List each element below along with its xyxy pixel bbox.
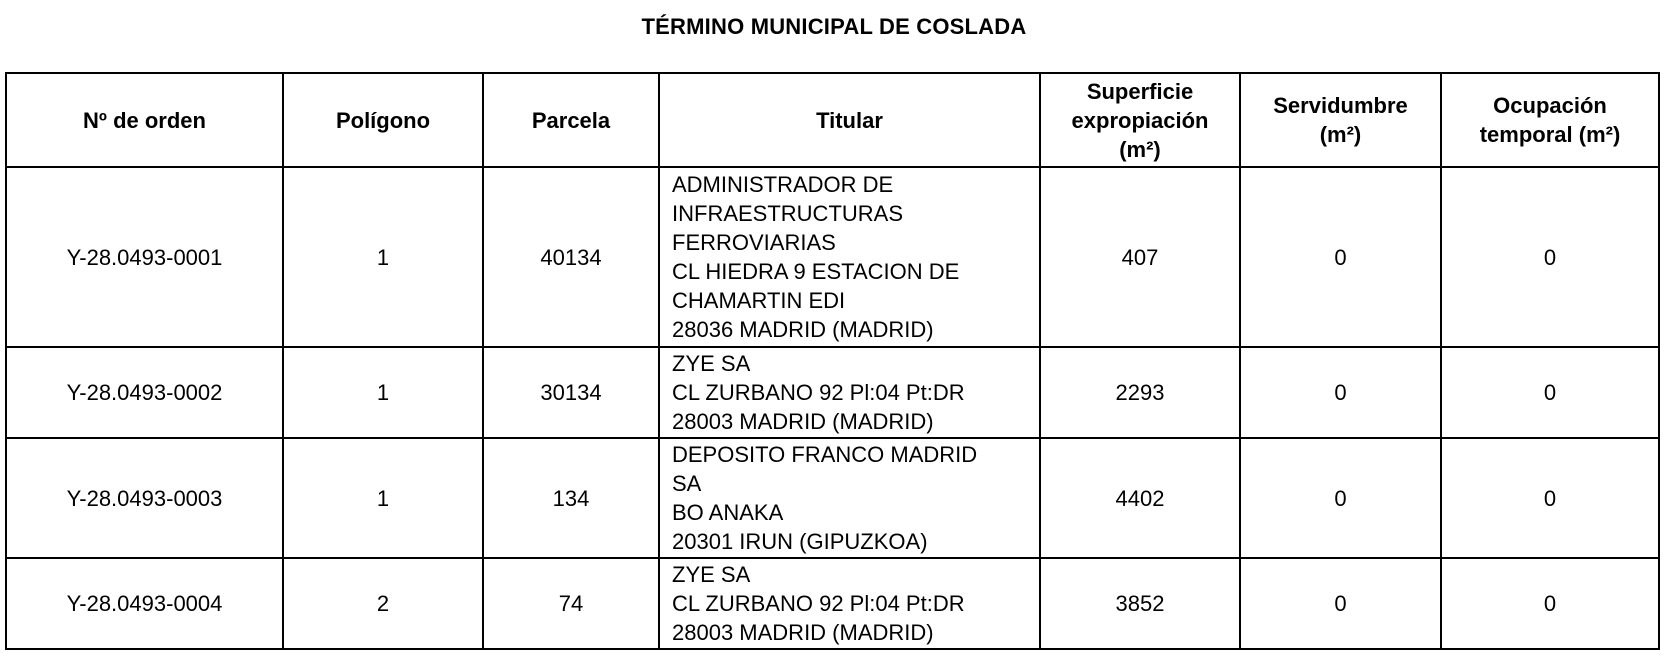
cell-superficie: 407 [1040, 167, 1240, 347]
header-servidumbre-line: (m²) [1319, 122, 1362, 147]
cell-ocupacion: 0 [1441, 558, 1659, 649]
cell-superficie: 3852 [1040, 558, 1240, 649]
cell-ocupacion: 0 [1441, 167, 1659, 347]
header-orden: Nº de orden [6, 73, 283, 167]
header-poligono: Polígono [283, 73, 483, 167]
cell-orden: Y-28.0493-0003 [6, 438, 283, 558]
header-superficie [1040, 73, 1240, 167]
header-row [6, 73, 1659, 167]
header-ocupacion-line: Ocupación [1493, 93, 1607, 118]
cell-orden: Y-28.0493-0001 [6, 167, 283, 347]
cell-poligono: 1 [283, 347, 483, 438]
cell-servidumbre: 0 [1240, 438, 1441, 558]
table-row [6, 438, 1659, 558]
header-servidumbre [1240, 73, 1441, 167]
titular-line: 28003 MADRID (MADRID) [672, 620, 934, 645]
cell-parcela: 30134 [483, 347, 659, 438]
header-superficie-line: expropiación [1071, 107, 1209, 133]
cell-superficie: 2293 [1040, 347, 1240, 438]
table-row [6, 558, 1659, 649]
titular-line: ADMINISTRADOR DE [672, 172, 894, 197]
cell-titular [659, 347, 1040, 438]
titular-line: 28003 MADRID (MADRID) [672, 409, 934, 434]
cell-orden: Y-28.0493-0002 [6, 347, 283, 438]
cell-servidumbre: 0 [1240, 558, 1441, 649]
cell-ocupacion: 0 [1441, 438, 1659, 558]
cell-poligono: 2 [283, 558, 483, 649]
titular-line: BO ANAKA [672, 500, 784, 525]
parcel-table [5, 72, 1660, 650]
cell-poligono: 1 [283, 167, 483, 347]
cell-servidumbre: 0 [1240, 347, 1441, 438]
table-row [6, 167, 1659, 347]
cell-parcela: 134 [483, 438, 659, 558]
titular-line: 28036 MADRID (MADRID) [672, 317, 934, 342]
cell-ocupacion: 0 [1441, 347, 1659, 438]
titular-line: ZYE SA [672, 351, 751, 376]
cell-orden: Y-28.0493-0004 [6, 558, 283, 649]
table-row [6, 347, 1659, 438]
titular-line: FERROVIARIAS [672, 230, 836, 255]
titular-line: SA [672, 471, 702, 496]
cell-parcela: 74 [483, 558, 659, 649]
titular-line: CL ZURBANO 92 Pl:04 Pt:DR [672, 591, 965, 616]
titular-line: CL HIEDRA 9 ESTACION DE [672, 259, 960, 284]
header-parcela: Parcela [483, 73, 659, 167]
titular-line: DEPOSITO FRANCO MADRID [672, 442, 978, 467]
titular-line: 20301 IRUN (GIPUZKOA) [672, 529, 928, 554]
cell-parcela: 40134 [483, 167, 659, 347]
cell-superficie: 4402 [1040, 438, 1240, 558]
cell-servidumbre: 0 [1240, 167, 1441, 347]
titular-line: ZYE SA [672, 562, 751, 587]
header-ocupacion [1441, 73, 1659, 167]
titular-line: CL ZURBANO 92 Pl:04 Pt:DR [672, 380, 965, 405]
cell-titular [659, 438, 1040, 558]
cell-poligono: 1 [283, 438, 483, 558]
header-titular: Titular [659, 73, 1040, 167]
header-servidumbre-line: Servidumbre [1273, 93, 1408, 118]
header-superficie-line: (m²) [1119, 136, 1161, 162]
cell-titular [659, 558, 1040, 649]
header-ocupacion-line: temporal (m²) [1479, 122, 1621, 147]
header-superficie-line: Superficie [1086, 78, 1194, 104]
document-title: TÉRMINO MUNICIPAL DE COSLADA [641, 14, 1027, 39]
cell-titular [659, 167, 1040, 347]
titular-line: INFRAESTRUCTURAS [672, 201, 904, 226]
titular-line: CHAMARTIN EDI [672, 288, 846, 313]
